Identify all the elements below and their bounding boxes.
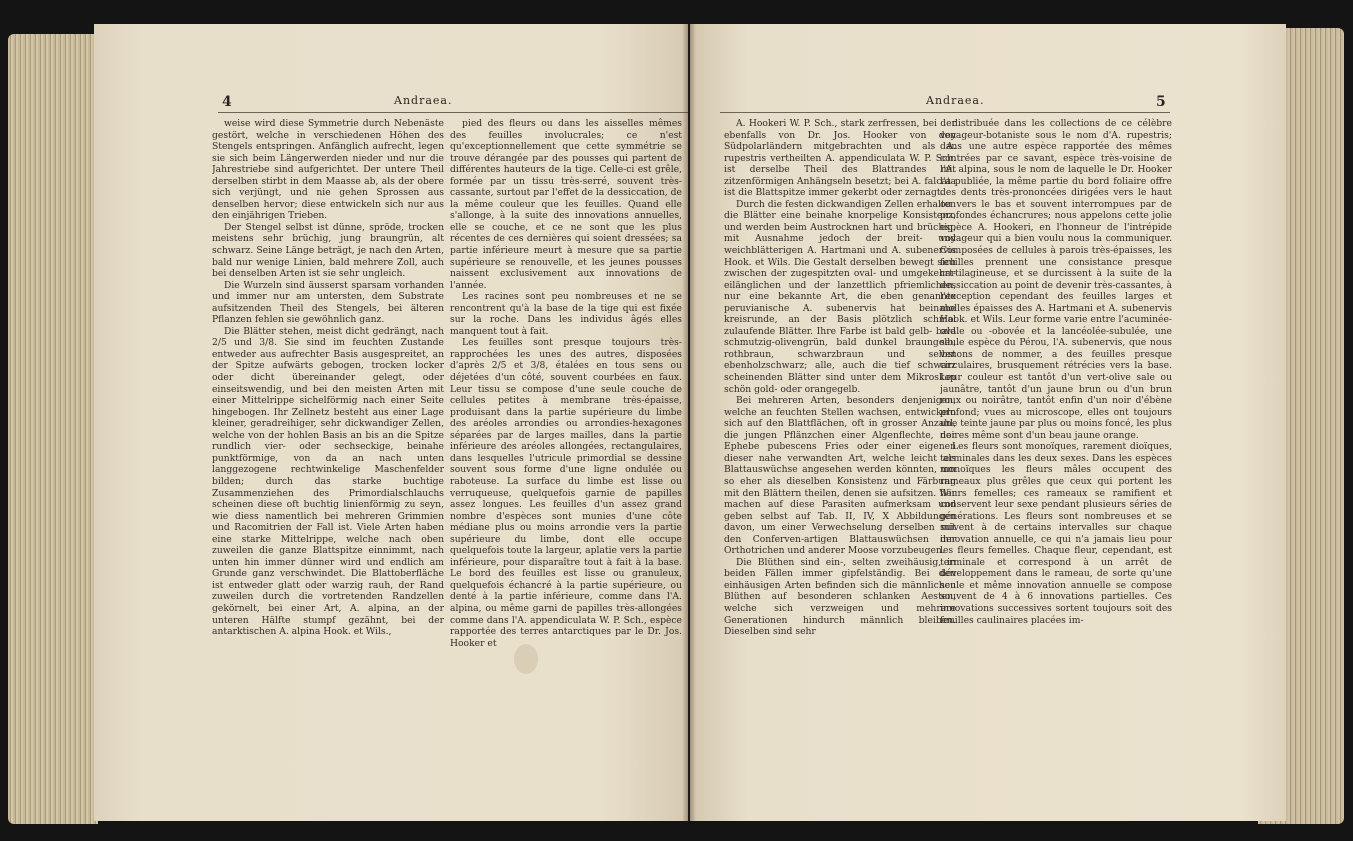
- paragraph: Die Blüthen sind ein-, selten zweihäusig, in beiden Fällen immer gipfelständig. Bei den einhäusigen Arten befinden sich die männlichen Blüthen auf besonderen schlanken Aesten, welche sich verzweigen und mehrere Generationen hindurch männlich bleiben. Dieselben sind sehr: [724, 556, 956, 638]
- paragraph: Durch die festen dickwandigen Zellen erhalten die Blätter eine beinahe knorpelige Konsistenz, und werden beim Austrocknen hart und brüchig, mit Ausnahme jedoch der breit- und weichblätterigen A. Hartmani und A. subenervis Hook. et Wils. Die Gestalt derselben bewegt sich zwischen der zugespitzten oval- und umgekehrt-eilänglichen und der lanzettlich pfriemlichen, nur eine bekannte Art, die eben genannte peruvianische A. subenervis hat beinahe kreisrunde, an der Basis plötzlich schmal zulaufende Blätter. Ihre Farbe ist bald gelb- bald schmutzig-olivengrün, bald dunkel braungelb, rothbraun, schwarzbraun und selbst ebenholzschwarz; alle, auch die tief schwarz scheinenden Blätter sind unter dem Mikroskop schön gold- oder orangegelb.: [724, 198, 956, 395]
- paragraph: Der Stengel selbst ist dünne, spröde, trocken meistens sehr brüchig, jung braungrün, alt schwarz. Seine Länge beträgt, je nach den Arten, bald nur wenige Linien, bald mehrere Zoll, auch bei denselben Arten ist sie sehr ungleich.: [212, 221, 444, 280]
- paragraph: Les racines sont peu nombreuses et ne se rencontrent qu'à la base de la tige qui est fixée sur la roche. Dans les individus âgés elles manquent tout à fait.: [450, 291, 682, 337]
- running-head: Andraea.: [394, 94, 453, 107]
- running-head: Andraea.: [926, 94, 985, 107]
- paragraph: Les fleurs sont monoïques, rarement dioïques, terminales dans les deux sexes. Dans les espèces monoïques les fleurs mâles occupent des rameaux plus grêles que ceux qui portent les fleurs femelles; ces rameaux se ramifient et conservent leur sexe pendant plusieurs séries de générations. Les fleurs sont nombreuses et se suivent à de certains intervalles sur chaque innovation annuelle, ce qui n'a jamais lieu pour les fleurs femelles. Chaque fleur, cependant, est terminale et correspond à un arrêt de développement dans le rameau, de sorte qu'une seule et même innovation annuelle se compose souvent de 4 à 6 innovations partielles. Ces innovations successives sortent toujours soit des feuilles caulinaires placées im-: [940, 441, 1172, 626]
- page-number: 4: [222, 94, 232, 110]
- book-page-edges-left: [8, 34, 98, 824]
- paragraph: Die Wurzeln sind äusserst sparsam vorhanden und immer nur am untersten, dem Substrate aufsitzenden Theil des Stengels, bei älteren Pflanzen fehlen sie gewöhnlich ganz.: [212, 279, 444, 326]
- page-number: 5: [1156, 94, 1166, 110]
- text-column-french: [450, 118, 682, 708]
- text-column-german: [724, 118, 956, 708]
- paragraph: Les feuilles sont presque toujours très-rapprochées les unes des autres, disposées d'après 2/5 et 3/8, étalées en tous sens ou déjetées d'un côté, souvent courbées en faux. Leur tissu se compose d'une seule couche de cellules petites à membrane très-épaisse, produisant dans la partie supérieure du limbe des aréoles arrondies ou arrondies-hexagones séparées par de larges mailles, dans la partie inférieure des aréoles allongées, rectangulaires, dans lesquelles l'utricule primordial se dessine souvent sous forme d'une ligne ondulée ou raboteuse. La surface du limbe est lisse ou verruqueuse, quelquefois garnie de papilles assez longues. Les feuilles d'un assez grand nombre d'espèces sont munies d'une côte médiane plus ou moins arrondie vers la partie supérieure du limbe, dont elle occupe quelquefois toute la largeur, aplatie vers la partie inférieure, pour disparaître tout à fait à la base. Le bord des feuilles est lisse ou granuleux, quelquefois échancré à la partie supérieure, ou denté à la partie inférieure, comme dans l'A. alpina, ou même garni de papilles très-allongées comme dans l'A. appendiculata W. P. Sch., espèce rapportée des terres antarctiques par le Dr. Jos. Hooker et: [450, 337, 682, 649]
- book-gutter: [682, 24, 696, 821]
- paragraph: weise wird diese Symmetrie durch Nebenäste gestört, welche in verschiedenen Höhen des Stengels entspringen. Anfänglich aufrecht, legen sie sich beim Längerwerden nieder und nur die Jahrestriebe sind aufgerichtet. Der untere Theil derselben stirbt in dem Maasse ab, als der obere sich verjüngt, und nie gehen Sprossen aus denselben hervor; diese entwickeln sich nur aus den einjährigen Trieben.: [212, 118, 444, 222]
- paragraph: Bei mehreren Arten, besonders denjenigen, welche an feuchten Stellen wachsen, entwickeln sich auf den Blattflächen, oft in grosser Anzahl, die jungen Pflänzchen einer Algenflechte, der Ephebe pubescens Fries oder einer eigenen dieser nahe verwandten Art, welche leicht als Blattauswüchse angesehen werden könnten, um so eher als dieselben Konsistenz und Färbung mit den Blättern theilen, denen sie aufsitzen. Wir machen auf diese Parasiten aufmerksam und geben selbst auf Tab. II, IV, X Abbildungen davon, um einer Verwechselung derselben mit den Conferven-artigen Blattauswüchsen der Orthotrichen und anderer Moose vorzubeugen.: [724, 395, 956, 557]
- paragraph: distribuée dans les collections de ce célèbre voyageur-botaniste sous le nom d'A. rupestris; dans une autre espèce rapportée des mêmes contrées par ce savant, espèce très-voisine de l'A. alpina, sous le nom de laquelle le Dr. Hooker l'a publiée, la même partie du bord foliaire offre des dents très-prononcées dirigées vers le haut ou vers le bas et souvent interrompues par de profondes échancrures; nous appelons cette jolie espèce A. Hookeri, en l'honneur de l'intrépide voyageur qui a bien voulu nous la communiquer. Composées de cellules à parois très-épaisses, les feuilles prennent une consistance presque cartilagineuse, et se durcissent à la suite de la dessiccation au point de devenir très-cassantes, à l'exception cependant des feuilles larges et molles épaisses des A. Hartmani et A. subenervis Hook. et Wils. Leur forme varie entre l'acuminée-ovale ou -obovée et la lancéolée-subulée, une seule espèce du Pérou, l'A. subenervis, que nous venons de nommer, a des feuilles presque circulaires, brusquement rétrécies vers la base. Leur couleur est tantôt d'un vert-olive sale ou jaunâtre, tantôt d'un jaune brun ou d'un brun roux ou noirâtre, tantôt enfin d'un noir d'ébène profond; vues au microscope, elles ont toujours une teinte jaune par plus ou moins foncé, les plus noires même sont d'un beau jaune orange.: [940, 118, 1172, 441]
- header-rule: [720, 112, 1170, 113]
- paragraph: pied des fleurs ou dans les aisselles mêmes des feuilles involucrales; ce n'est qu'exceptionnellement que cette symmétrie se trouve dérangée par des pousses qui partent de différentes hauteurs de la tige. Celle-ci est grêle, formée par un tissu très-serré, souvent très-cassante, surtout par l'effet de la dessiccation, de la même couleur que les feuilles. Quand elle s'allonge, à la suite des innovations annuelles, elle se couche, et ce ne sont que les plus récentes de ces dernières qui soient dressées; sa partie inférieure meurt à mesure que sa partie supérieure se renouvelle, et les jeunes pousses naissent exclusivement aux innovations de l'année.: [450, 118, 682, 291]
- right-page: [690, 24, 1286, 821]
- left-page: [94, 24, 688, 821]
- paragraph: Die Blätter stehen, meist dicht gedrängt, nach 2/5 und 3/8. Sie sind im feuchten Zustande entweder aus aufrechter Basis ausgespreitet, an der Spitze aufwärts gebogen, trocken locker oder dicht übereinander gelegt, oder einseitswendig, und bei den meisten Arten mit einer Mittelrippe sichelförmig nach einer Seite hingebogen. Ihr Zellnetz besteht aus einer Lage kleiner, geradreihiger, sehr dickwandiger Zellen, welche von der hohlen Basis an bis an die Spitze rundlich vier- oder sechseckige, beinahe punktförmige, von da an nach unten langgezogene rechtwinkelige Maschenfelder bilden; durch das starke buchtige Zusammenziehen des Primordialschlauchs scheinen diese oft buchtig linienförmig zu seyn, wie diess namentlich bei mehreren Grimmien und Racomitrien der Fall ist. Viele Arten haben eine starke Mittelrippe, welche nach oben zuweilen die ganze Blattspitze einnimmt, nach unten hin immer dünner wird und endlich am Grunde ganz verschwindet. Die Blattoberfläche ist entweder glatt oder warzig rauh, der Rand zuweilen durch die vortretenden Randzellen gekörnelt, bei einer Art, A. alpina, an der unteren Hälfte stumpf gezähnt, bei der antarktischen A. alpina Hook. et Wils.,: [212, 325, 444, 638]
- text-column-german: [212, 118, 444, 708]
- header-rule: [218, 112, 688, 113]
- paragraph: A. Hookeri W. P. Sch., stark zerfressen, bei der ebenfalls von Dr. Jos. Hooker von den Südpolarländern mitgebrachten und als A. rupestris vertheilten A. appendiculata W. P. Sch. ist derselbe Theil des Blattrandes mit zitzenförmigen Anhängseln besetzt; bei A. falcata ist die Blattspitze immer gekerbt oder zernagt.: [724, 118, 956, 199]
- paper-stain: [514, 644, 538, 674]
- text-column-french: [940, 118, 1172, 708]
